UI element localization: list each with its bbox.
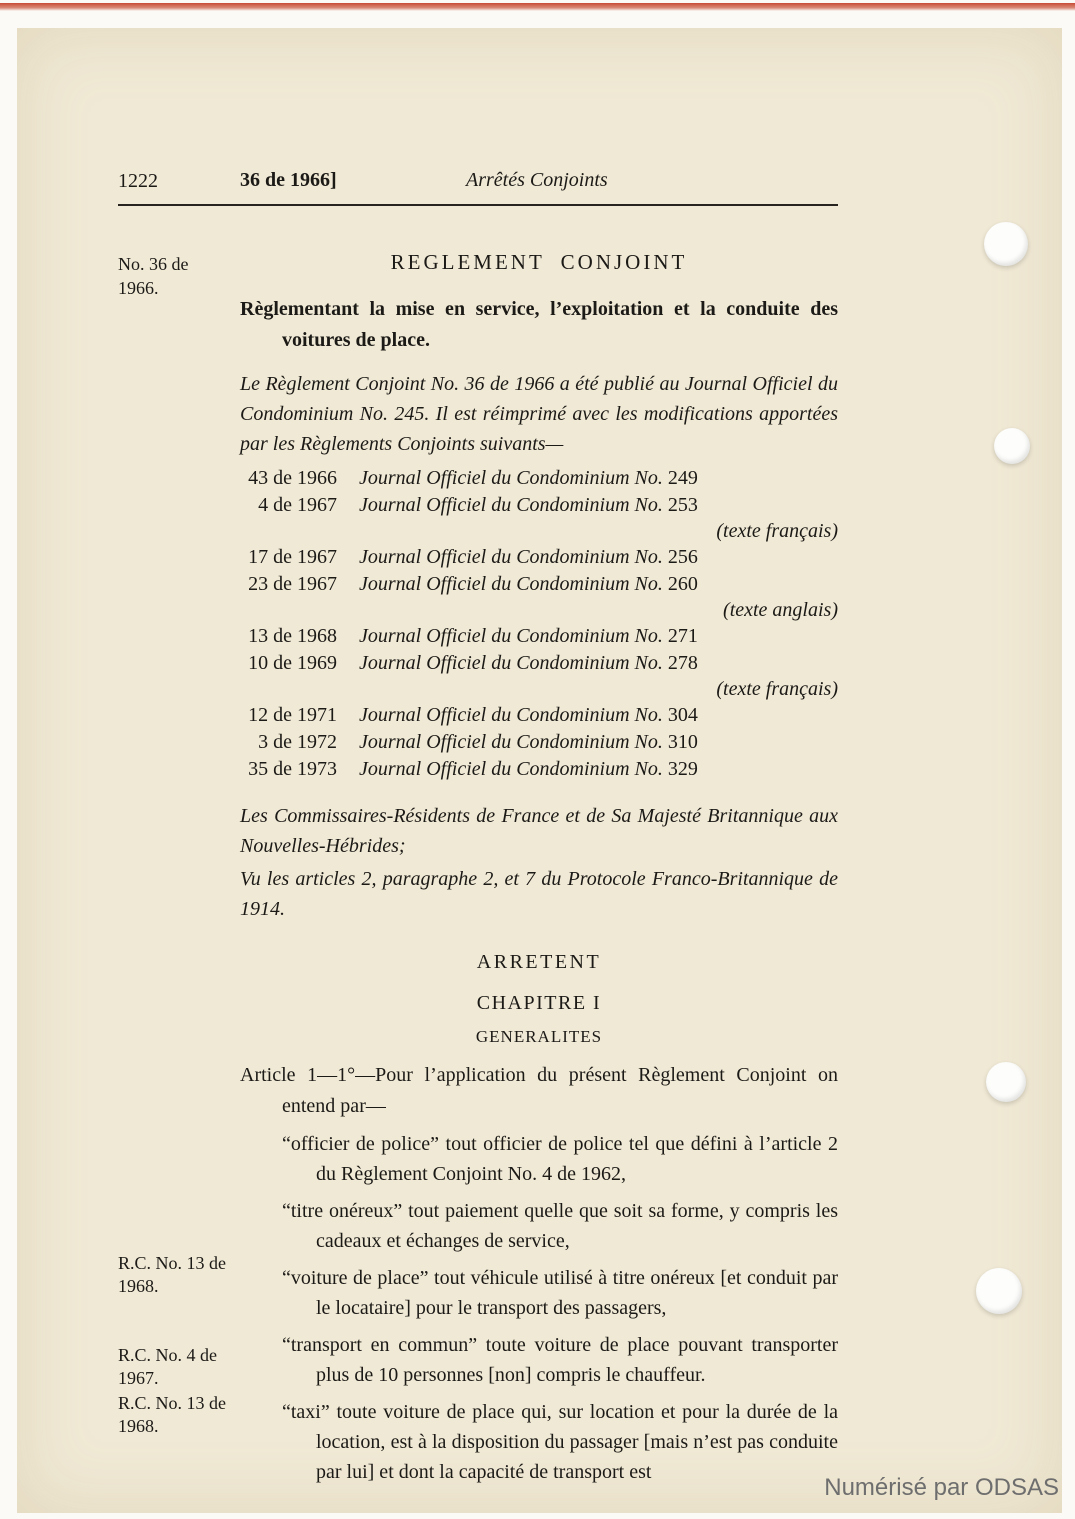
regulation-subject: Règlementant la mise en service, l’exploitation et la conduite des voitures de place. (240, 298, 838, 351)
enactment-word: ARRETENT (476, 951, 602, 973)
amendment-journal: Journal Officiel du Condominium No. 253 (359, 494, 698, 516)
amendment-list (240, 465, 838, 783)
scan-credit: Numérisé par ODSAS (824, 1474, 1059, 1501)
publication-note: Le Règlement Conjoint No. 36 de 1966 a été publié au Journal Officiel du Condominium No. 245. Il est réimprimé avec les modifications apportées par les Règlements Conjoints suivants— (240, 373, 838, 455)
amendment-row (240, 756, 838, 783)
amendment-ref: 17 de 1967 (248, 546, 337, 568)
amendment-ref: 23 de 1967 (248, 573, 337, 595)
punch-hole (986, 1062, 1026, 1102)
chapter-heading: CHAPITRE I (476, 992, 602, 1014)
preamble-vu: Vu les articles 2, paragraphe 2, et 7 du Protocole Franco-Britannique de 1914. (240, 868, 838, 920)
margin-note-rc-13-1968: R.C. No. 13 de 1968. (118, 1253, 226, 1296)
amendment-row (240, 465, 838, 492)
amendment-journal: Journal Officiel du Condominium No. 278 (359, 652, 698, 674)
amendment-ref: 35 de 1973 (248, 758, 337, 780)
punch-hole (984, 222, 1028, 266)
definition-taxi: “taxi” toute voiture de place qui, sur location et pour la durée de la location, est à la disposition du passager [mais n’est pas conduite par lui] et dont la capacité de transport est (282, 1401, 838, 1483)
punch-hole (994, 428, 1030, 464)
amendment-row (240, 729, 838, 756)
amendment-row (240, 702, 838, 729)
amendment-ref: 12 de 1971 (248, 704, 337, 726)
amendment-journal: Journal Officiel du Condominium No. 310 (359, 731, 698, 753)
amendment-ref: 43 de 1966 (248, 467, 337, 489)
amendment-journal: Journal Officiel du Condominium No. 249 (359, 467, 698, 489)
article-1-intro: Article 1—1°—Pour l’application du présent Règlement Conjoint on entend par— (240, 1064, 838, 1117)
margin-regulation-number: No. 36 de 1966. (118, 254, 189, 298)
amendment-journal: Journal Officiel du Condominium No. 256 (359, 546, 698, 568)
definition-transport-en-commun: “transport en commun” toute voiture de place pouvant transporter plus de 10 personnes [non] compris le chauffeur. (282, 1334, 838, 1386)
issue-reference: 36 de 1966] (240, 169, 337, 191)
preamble-commissioners: Les Commissaires-Résidents de France et de Sa Majesté Britannique aux Nouvelles-Hébrides; (240, 805, 838, 857)
punch-hole (976, 1268, 1022, 1314)
amendment-journal: Journal Officiel du Condominium No. 329 (359, 758, 698, 780)
amendment-ref: 4 de 1967 (258, 494, 337, 516)
definition-titre-onereux: “titre onéreux” tout paiement quelle que soit sa forme, y compris les cadeaux et échanges de service, (282, 1200, 838, 1252)
page-number: 1222 (118, 170, 158, 192)
amendment-row (240, 650, 838, 677)
language-note: (texte français) (716, 678, 838, 700)
margin-note-rc-13-1968-b: R.C. No. 13 de 1968. (118, 1393, 226, 1436)
chapter-subtitle: GENERALITES (475, 1027, 603, 1046)
amendment-journal: Journal Officiel du Condominium No. 304 (359, 704, 698, 726)
definition-officier-de-police: “officier de police” tout officier de police tel que défini à l’article 2 du Règlement Conjoint No. 4 de 1962, (282, 1133, 838, 1185)
amendment-ref: 10 de 1969 (248, 652, 337, 674)
amendment-ref: 13 de 1968 (248, 625, 337, 647)
margin-note-rc-4-1967: R.C. No. 4 de 1967. (118, 1345, 217, 1388)
amendment-row (240, 623, 838, 650)
amendment-journal: Journal Officiel du Condominium No. 260 (359, 573, 698, 595)
language-note: (texte anglais) (723, 599, 838, 621)
scan-top-edge (0, 3, 1075, 11)
amendment-row (240, 544, 838, 571)
header-rule (118, 204, 838, 206)
amendment-journal: Journal Officiel du Condominium No. 271 (359, 625, 698, 647)
document-title: REGLEMENT CONJOINT (390, 250, 688, 274)
amendment-row (240, 571, 838, 598)
amendment-ref: 3 de 1972 (258, 731, 337, 753)
journal-running-title: Arrêtés Conjoints (466, 169, 608, 191)
language-note: (texte français) (716, 520, 838, 542)
definition-voiture-de-place: “voiture de place” tout véhicule utilisé à titre onéreux [et conduit par le locataire] pour le transport des passagers, (282, 1267, 838, 1319)
amendment-row (240, 492, 838, 519)
main-text-column (240, 250, 838, 1487)
